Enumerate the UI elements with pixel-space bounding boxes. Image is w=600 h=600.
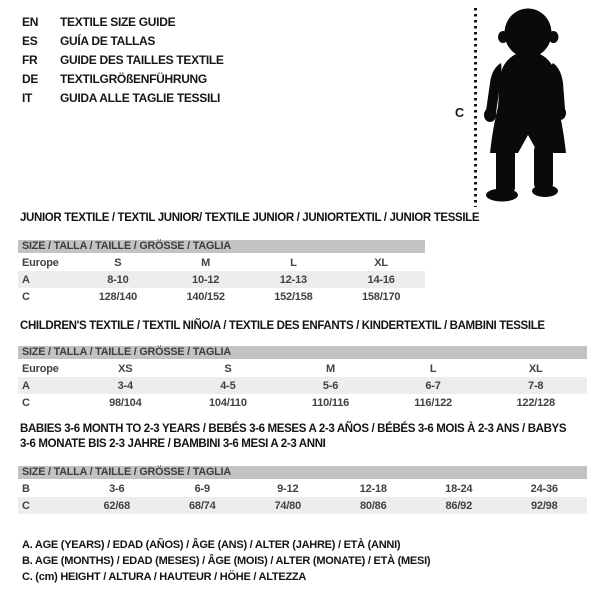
table-row [18,271,425,288]
size-cell: 12-18 [359,482,387,495]
measurement-legend [22,537,430,585]
size-cell: 3-6 [109,482,125,495]
size-cell: 14-16 [367,273,395,286]
size-cell: 152/158 [274,290,313,303]
size-cell: 7-8 [528,379,544,392]
language-row [22,51,224,70]
legend-line-c: C. (cm) HEIGHT / ALTURA / HAUTEUR / HÖHE / ALTEZZA [22,571,307,583]
size-cell: M [201,256,211,269]
table-row [18,480,587,497]
table-row [18,288,425,305]
size-cell: 12-13 [279,273,307,286]
babies-size-table [18,466,587,514]
size-header-bar: SIZE / TALLA / TAILLE / GRÖSSE / TAGLIA [18,466,587,479]
language-label: GUÍA DE TALLAS [60,34,156,48]
size-cell: 8-10 [107,273,129,286]
size-cell: S [224,362,232,375]
size-cell: 122/128 [516,396,555,409]
height-dotted-line [474,8,477,207]
size-cell: 158/170 [361,290,401,303]
language-label: TEXTILE SIZE GUIDE [60,15,176,29]
row-label: C [22,290,30,303]
row-label: C [22,499,30,512]
size-cell: L [290,256,297,269]
language-row [22,89,224,108]
language-row [22,13,224,32]
language-code: ES [22,34,38,48]
size-cell: S [114,256,122,269]
legend-line-b: B. AGE (MONTHS) / EDAD (MESES) / ÂGE (MOIS) / ALTER (MONATE) / ETÀ (MESI) [22,555,431,567]
row-label: C [22,396,30,409]
table-row [18,394,587,411]
children-table-title: CHILDREN'S TEXTILE / TEXTIL NIÑO/A / TEXTILE DES ENFANTS / KINDERTEXTIL / BAMBINI TESSILE [20,320,545,332]
size-cell: 140/152 [186,290,225,303]
size-cell: 110/116 [311,396,350,409]
table-row [18,377,587,394]
language-row [22,32,224,51]
language-label: TEXTILGRÖßENFÜHRUNG [60,72,207,86]
size-cell: 3-4 [117,379,133,392]
language-label: GUIDE DES TAILLES TEXTILE [60,53,224,67]
size-header-bar: SIZE / TALLA / TAILLE / GRÖSSE / TAGLIA [18,346,587,359]
table-row [18,360,587,377]
junior-size-table [18,240,425,305]
size-cell: 68/74 [188,499,216,512]
size-cell: 116/122 [414,396,452,409]
row-label: Europe [22,362,59,375]
row-label: A [22,273,30,286]
baby-silhouette-icon [481,6,573,208]
row-label: A [22,379,30,392]
size-cell: XL [528,362,543,375]
size-cell: 5-6 [322,379,339,392]
height-c-label: C [455,106,465,120]
size-cell: 62/68 [103,499,131,512]
size-header-bar: SIZE / TALLA / TAILLE / GRÖSSE / TAGLIA [18,240,425,253]
language-row [22,70,224,89]
junior-table-title: JUNIOR TEXTILE / TEXTIL JUNIOR/ TEXTILE JUNIOR / JUNIORTEXTIL / JUNIOR TESSILE [20,212,480,224]
table-row [18,254,425,271]
size-cell: 10-12 [192,273,220,286]
size-cell: 80/86 [359,499,387,512]
babies-table-title: BABIES 3-6 MONTH TO 2-3 YEARS / BEBÉS 3-6 MESES A 2-3 AÑOS / BÉBÉS 3-6 MOIS À 2-3 ANS / BABYS 3-6 MONATE BIS 2-3 JAHRE / BAMBINI 3-6 MESI A 2-3 ANNI [20,423,567,450]
language-code: EN [22,15,39,29]
size-cell: 98/104 [109,396,142,409]
size-cell: 6-7 [425,379,441,392]
language-code: IT [22,91,33,105]
language-code: DE [22,72,39,86]
size-cell: 92/98 [530,499,558,512]
size-cell: XS [118,362,133,375]
size-cell: 86/92 [445,499,473,512]
row-label: Europe [22,256,59,269]
language-title-list [22,13,224,108]
row-label: B [22,482,30,495]
table-row [18,497,587,514]
size-cell: 4-5 [220,379,236,392]
size-cell: 18-24 [445,482,473,495]
size-cell: 6-9 [194,482,210,495]
size-cell: XL [374,256,388,269]
legend-line-a: A. AGE (YEARS) / EDAD (AÑOS) / ÂGE (ANS) / ALTER (JAHRE) / ETÀ (ANNI) [22,539,401,551]
size-cell: 74/80 [274,499,302,512]
size-cell: 9-12 [277,482,299,495]
size-cell: 128/140 [98,290,138,303]
size-cell: L [429,362,437,375]
children-size-table [18,346,587,411]
size-cell: M [326,362,335,375]
language-label: GUIDA ALLE TAGLIE TESSILI [60,91,221,105]
size-cell: 24-36 [530,482,558,495]
size-cell: 104/110 [209,396,247,409]
language-code: FR [22,53,38,67]
